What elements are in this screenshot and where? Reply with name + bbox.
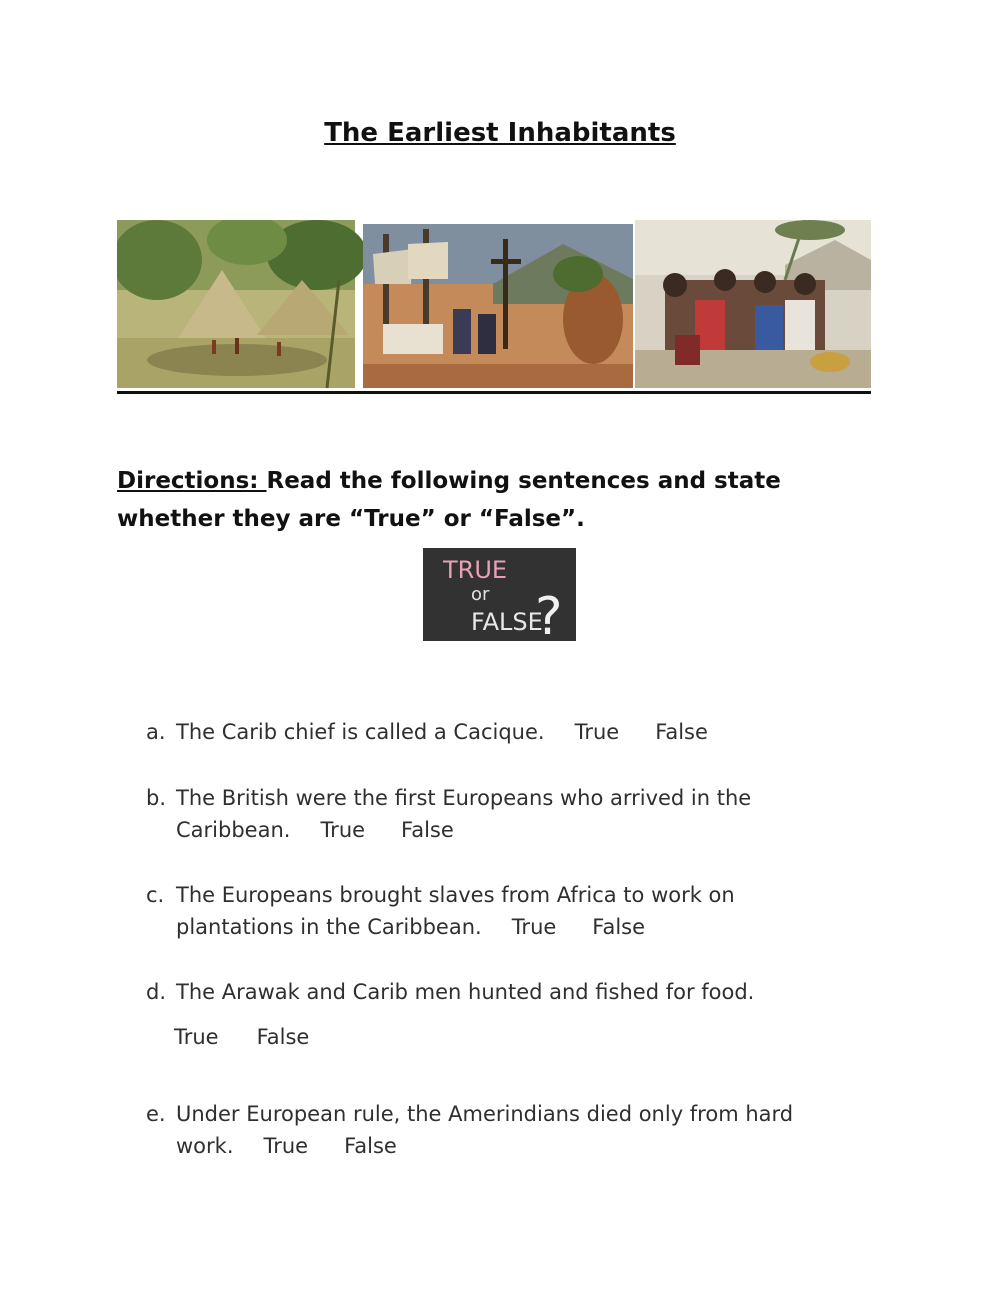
false-option[interactable]: False (592, 915, 646, 939)
directions-text: Read the following sentences and state whether they are “True” or “False”. (117, 468, 781, 532)
true-or-false-chalkboard (423, 548, 576, 641)
true-option[interactable]: True (320, 818, 366, 842)
question-d (146, 976, 846, 1008)
question-letter: e. (146, 1102, 166, 1126)
chalk-or: or (471, 584, 490, 605)
question-b (146, 782, 846, 846)
page-title: The Earliest Inhabitants (324, 118, 676, 148)
question-letter: c. (146, 883, 165, 907)
question-letter: b. (146, 786, 167, 810)
question-e (146, 1098, 846, 1162)
false-option[interactable]: False (655, 720, 708, 744)
false-option[interactable]: False (401, 818, 454, 842)
question-d-options (174, 1021, 309, 1053)
question-text: The British were the first Europeans who arrived in the (176, 786, 752, 810)
false-option[interactable]: False (256, 1025, 310, 1049)
question-text: The Carib chief is called a Cacique. (176, 720, 545, 744)
true-option[interactable]: True (511, 915, 557, 939)
true-option[interactable]: True (574, 720, 620, 744)
question-letter: a. (146, 720, 166, 744)
question-letter: d. (146, 980, 167, 1004)
question-a (146, 716, 846, 748)
slaves-dancing-painting-icon (635, 220, 871, 388)
jungle-huts-painting-icon (117, 220, 367, 388)
directions (117, 462, 887, 538)
question-text: Under European rule, the Amerindians died only from hard (176, 1102, 794, 1126)
question-text-continued: work. (176, 1134, 234, 1158)
question-mark-icon: ? (535, 587, 563, 641)
question-text-continued: plantations in the Caribbean. (176, 915, 482, 939)
header-image-strip (117, 220, 871, 390)
explorers-landing-painting-icon (363, 224, 633, 388)
question-text-continued: Caribbean. (176, 818, 291, 842)
horizontal-rule (117, 391, 871, 394)
question-text: The Arawak and Carib men hunted and fished for food. (176, 980, 755, 1004)
directions-label: Directions: (117, 468, 267, 494)
chalk-false: FALSE (471, 608, 543, 636)
question-text: The Europeans brought slaves from Africa to work on (176, 883, 735, 907)
true-option[interactable]: True (263, 1134, 309, 1158)
true-option[interactable]: True (174, 1025, 219, 1049)
question-c (146, 879, 846, 943)
chalk-true: TRUE (443, 556, 508, 584)
false-option[interactable]: False (344, 1134, 397, 1158)
